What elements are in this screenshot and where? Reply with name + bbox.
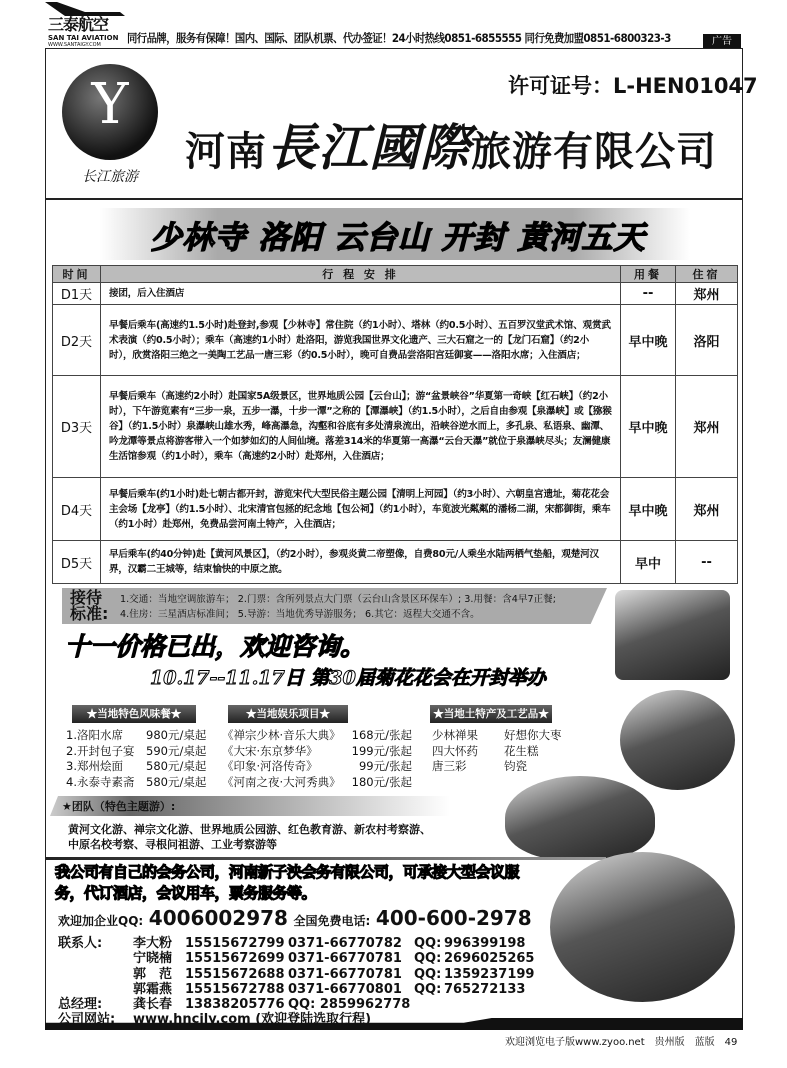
row-hotel: 郑州 <box>676 376 738 478</box>
list-item <box>222 728 412 744</box>
shows-title: ★当地娱乐项目★ <box>228 705 348 723</box>
contact-row <box>58 936 534 951</box>
dish-price: 580元/桌起 <box>146 774 207 789</box>
itinerary-row <box>53 305 738 376</box>
contacts-label <box>58 951 133 966</box>
page-footer: 欢迎浏览电子版www.zyoo.net 贵州版 蓝版 49 <box>505 1037 738 1048</box>
logo-caption: 长江旅游 <box>82 169 138 185</box>
show-name: 《大宋·东京梦华》 <box>222 743 318 758</box>
qq-label: 欢迎加企业QQ: <box>58 914 144 928</box>
company-name-calligraphy: 長江國際 <box>267 118 471 177</box>
specialty: 花生糕 <box>504 743 539 758</box>
specialty: 钧瓷 <box>504 759 527 773</box>
promo-headline: 十一价格已出，欢迎咨询。 <box>65 632 366 661</box>
divider <box>46 198 742 200</box>
qq-label: QQ: <box>414 966 442 982</box>
logo-mark: Y <box>91 72 129 137</box>
specialty: 唐三彩 <box>432 759 467 773</box>
manager-mobile[interactable]: 13838205776 <box>185 997 285 1013</box>
company-name-suffix: 旅游有限公司 <box>471 128 717 175</box>
show-price: 180元/张起 <box>351 774 412 789</box>
contact-tel[interactable]: 0371-66770781 <box>288 966 402 982</box>
standard-label: 接待标准: <box>70 588 109 623</box>
specialties-title: ★当地土特产及工艺品★ <box>430 705 552 723</box>
col-schedule: 行 程 安 排 <box>101 266 621 283</box>
row-desc: 早餐后乘车(高速约1.5小时)赴登封,参观【少林寺】常住院（约1小时）、塔林（约0.5小时）、五百罗汉堂武术馆、观赏武术表演（约0.5小时）；乘车（高速约1小时）赴洛阳，游览我国世界文化遗产、三大石窟之一的【龙门石窟】（约2小时），欣赏洛阳三绝之一美陶工艺品一唐三彩（约0.5小时），晚可自费品尝洛阳宫廷御宴——洛阳水席；入住酒店； <box>101 305 621 376</box>
list-item <box>66 759 206 775</box>
contact-tel[interactable]: 0371-66770801 <box>288 981 402 997</box>
manager-qq[interactable]: QQ: 2859962778 <box>288 997 411 1013</box>
itinerary-row <box>53 376 738 478</box>
show-price: 168元/张起 <box>351 728 412 742</box>
airline-slogan: 同行品牌，服务有保障！国内、国际、团队机票、代办签证！24小时热线0851-6855555 同行免费加盟0851-6800323-3 <box>127 31 671 45</box>
food-list <box>66 728 206 790</box>
website-link[interactable]: www.hncjly.com (欢迎登陆选取行程) <box>133 1012 372 1028</box>
row-day: D3天 <box>53 376 101 478</box>
specialty: 少林禅果 <box>432 728 478 742</box>
dish-price: 980元/桌起 <box>146 728 207 742</box>
row-desc: 早餐后乘车(约1小时)赴七朝古都开封，游览宋代大型民俗主题公园【清明上河园】（约3小时）、六朝皇宫遗址，菊花花会主会场【龙亭】（约1.5小时）、北宋清官包拯的纪念地【包公祠】（约1小时），车览波光粼粼的潘杨二湖，宋都御街，乘车（约1小时）赴郑州，免费品尝河南土特产，入住酒店； <box>101 478 621 541</box>
airline-url: WWW.SANTAIGY.COM <box>48 42 101 48</box>
contact-row <box>58 967 534 982</box>
dish-name: 1.洛阳水席 <box>66 728 123 742</box>
itinerary-row <box>53 478 738 541</box>
row-hotel: -- <box>676 541 738 584</box>
specialty: 四大怀药 <box>432 743 478 758</box>
team-label: ★团队（特色主题游）: <box>62 800 176 813</box>
dish-name: 4.永泰寺素斋 <box>66 774 135 789</box>
qq-label: QQ: <box>414 981 442 997</box>
row-desc: 早餐后乘车（高速约2小时）赴国家5A级景区，世界地质公园【云台山】；游“盆景峡谷”华夏第一奇峡【红石峡】（约2小时），下午游览素有“三步一泉，五步一瀑，十步一潭”之称的【潭瀑峡】（约1.5小时），之后自由参观【泉瀑峡】或【猕猴谷】（约1.5小时）泉瀑峡山雄水秀，峰高瀑急，沟壑和谷底有多处清泉流出，沿峡谷逆水而上，多孔泉、私语泉、幽潭、吟龙潭等景点将游客带入一个如梦如幻的人间仙境。落差314米的华夏第一高瀑“云台天瀑”就位于泉瀑峡尽头；友澜健康生活馆参观（约1小时），乘车（高速约2小时）赴郑州，入住酒店； <box>101 376 621 478</box>
contact-name: 李大粉 <box>133 936 173 951</box>
contacts-label <box>58 967 133 982</box>
specialties-list <box>432 728 562 775</box>
dish-name: 3.郑州烩面 <box>66 759 123 773</box>
row-meal: 早中晚 <box>621 478 676 541</box>
list-item <box>222 759 412 775</box>
list-item <box>222 744 412 760</box>
meeting-service: 我公司有自己的会务公司，河南新子泱会务有限公司，可承接大型会议服务，代订酒店，会议用车，票务服务等。 <box>55 863 520 902</box>
contact-mobile[interactable]: 15515672699 <box>185 951 285 967</box>
dish-name: 2.开封包子宴 <box>66 743 135 758</box>
standard-line: 4.住房：三星酒店标准间； 5.导游：当地优秀导游服务； 6.其它：返程大交通不含。 <box>120 609 480 620</box>
row-desc: 早后乘车(约40分钟)赴【黄河风景区】，（约2小时），参观炎黄二帝塑像，自费80元/人乘坐水陆两栖气垫船，观楚河汉界，汉霸二王城等，结束愉快的中原之旅。 <box>101 541 621 584</box>
row-hotel: 郑州 <box>676 283 738 305</box>
dish-price: 590元/桌起 <box>146 743 207 758</box>
waterfall-photo <box>550 852 735 1002</box>
qq-label: QQ: <box>414 936 442 951</box>
contact-row <box>58 951 534 966</box>
list-item <box>66 728 206 744</box>
standard-text <box>120 592 556 622</box>
license-number: 许可证号：L-HEN01047 <box>508 74 758 98</box>
list-item <box>432 728 562 744</box>
hotline: 400-600-2978 <box>375 906 532 930</box>
contact-name: 宁晓楠 <box>133 951 173 967</box>
list-item <box>222 775 412 791</box>
contact-qq[interactable]: 765272133 <box>444 981 526 997</box>
contacts <box>58 936 534 1028</box>
show-name: 《禅宗少林·音乐大典》 <box>222 728 341 742</box>
company-name <box>185 108 717 180</box>
contact-mobile[interactable]: 15515672788 <box>185 981 285 997</box>
phone-label: 全国免费电话: <box>293 914 371 928</box>
row-day: D2天 <box>53 305 101 376</box>
col-meals: 用餐 <box>621 266 676 283</box>
list-item <box>432 744 562 760</box>
contact-qq[interactable]: 1359237199 <box>444 966 535 982</box>
contact-tel[interactable]: 0371-66770781 <box>288 951 402 967</box>
website-label: 公司网站: <box>58 1012 116 1028</box>
team-line: 黄河文化游、禅宗文化游、世界地质公园游、红色教育游、新农村考察游、 <box>68 823 431 836</box>
food-title: ★当地特色风味餐★ <box>72 705 196 723</box>
contact-qq[interactable]: 996399198 <box>444 936 526 951</box>
contact-name: 郭霜燕 <box>133 981 173 997</box>
row-day: D5天 <box>53 541 101 584</box>
temple-photo <box>615 590 730 680</box>
tour-title: 少林寺 洛阳 云台山 开封 黄河五天 <box>150 220 646 256</box>
col-time: 时间 <box>53 266 101 283</box>
manager-name: 龚长春 <box>133 997 173 1013</box>
row-meal: 早中 <box>621 541 676 584</box>
row-meal: -- <box>621 283 676 305</box>
airline-brand-en: SAN TAI AVIATION <box>48 34 119 42</box>
shows-list <box>222 728 412 790</box>
row-desc: 接团，后入住酒店 <box>101 283 621 305</box>
buddha-photo <box>620 690 735 790</box>
airline-brand: 三泰航空 <box>48 15 109 34</box>
show-price: 199元/张起 <box>351 743 412 758</box>
show-name: 《河南之夜·大河秀典》 <box>222 774 341 789</box>
ad-tag: 广告 <box>703 34 741 49</box>
dish-price: 580元/桌起 <box>146 759 207 773</box>
team-line: 中原名校考察、寻根问祖游、工业考察游等 <box>68 838 277 851</box>
team-text <box>68 822 431 852</box>
contact-row <box>58 982 534 997</box>
contacts-label <box>58 982 133 997</box>
itinerary-row <box>53 541 738 584</box>
contacts-label: 联系人: <box>58 936 103 951</box>
contact-mobile[interactable]: 15515672799 <box>185 936 285 951</box>
qq-label: QQ: <box>414 951 442 967</box>
row-meal: 早中晚 <box>621 376 676 478</box>
specialty: 好想你大枣 <box>504 728 562 742</box>
row-hotel: 郑州 <box>676 478 738 541</box>
manager-row <box>58 997 534 1012</box>
qq-number: 4006002978 <box>148 906 288 930</box>
lake-photo <box>505 776 655 860</box>
show-name: 《印象·河洛传奇》 <box>222 759 318 773</box>
contact-name: 郭 范 <box>133 966 173 982</box>
list-item <box>66 775 206 791</box>
col-hotel: 住宿 <box>676 266 738 283</box>
contact-tel[interactable]: 0371-66770782 <box>288 936 402 951</box>
manager-label: 总经理: <box>58 997 103 1013</box>
contact-mobile[interactable]: 15515672688 <box>185 966 285 982</box>
row-meal: 早中晚 <box>621 305 676 376</box>
show-price: 99元/张起 <box>358 759 412 773</box>
itinerary-table <box>52 265 738 584</box>
promo-festival: 10.17--11.17日 第30届菊花花会在开封举办 <box>150 667 546 689</box>
row-day: D4天 <box>53 478 101 541</box>
standard-line: 1.交通：当地空调旅游车； 2.门票：含所列景点大门票（云台山含景区环保车）; 3.用餐：含4早7正餐; <box>120 594 556 605</box>
row-day: D1天 <box>53 283 101 305</box>
itinerary-row <box>53 283 738 305</box>
airline-plane-logo <box>45 2 125 16</box>
list-item <box>432 759 562 775</box>
row-hotel: 洛阳 <box>676 305 738 376</box>
company-name-prefix: 河南 <box>185 128 267 175</box>
divider <box>46 857 606 860</box>
contact-qq[interactable]: 2696025265 <box>444 951 535 967</box>
list-item <box>66 744 206 760</box>
qq-line <box>58 905 532 934</box>
